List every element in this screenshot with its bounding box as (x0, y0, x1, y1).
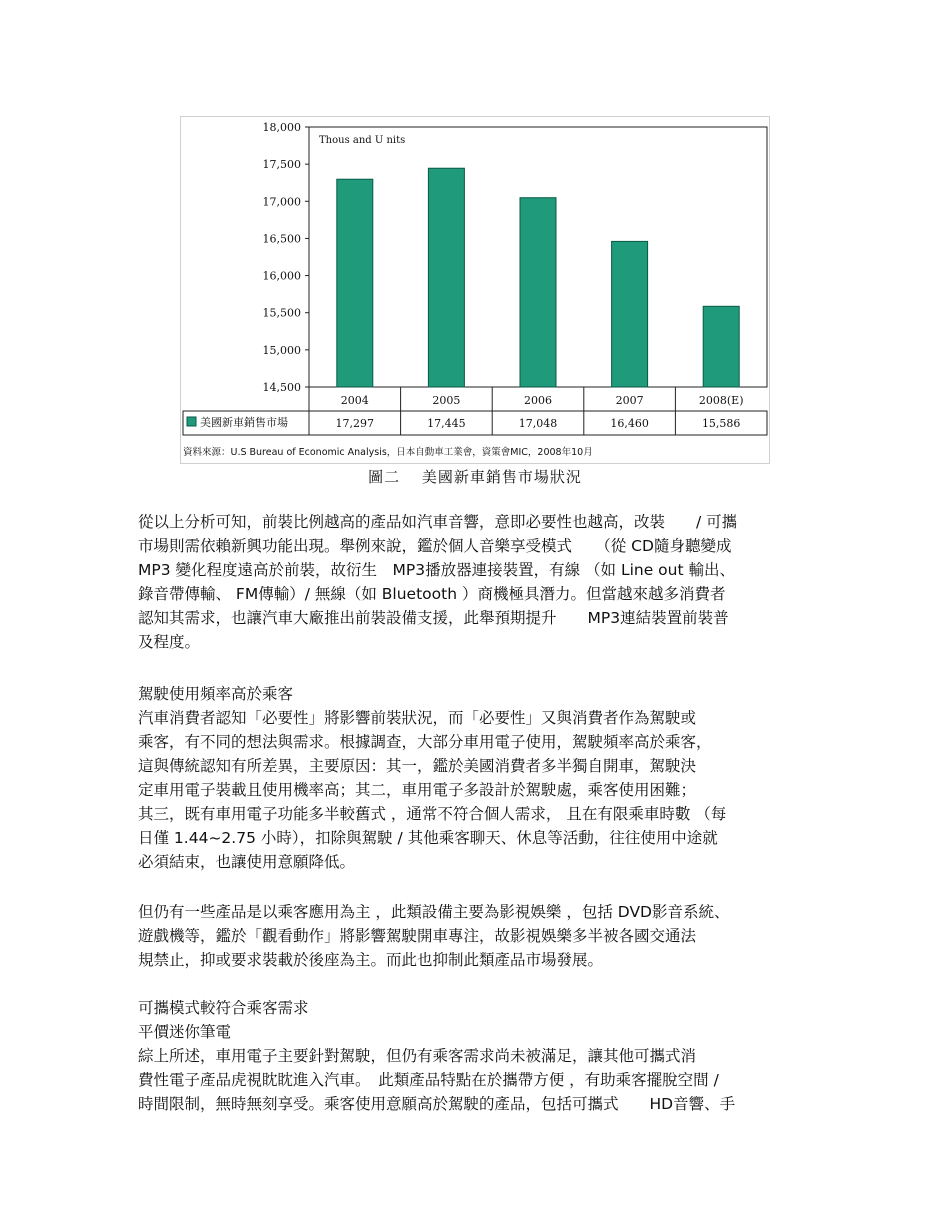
bar (612, 241, 648, 387)
text-line: 必須結束，也讓使用意願降低。 (138, 853, 356, 871)
bar (428, 168, 464, 387)
y-tick-label: 17,000 (262, 195, 301, 209)
section-heading (138, 996, 818, 1044)
text-line: 但仍有一些產品是以乘客應用為主 ，此類設備主要為影視娛樂 ，包括 DVD影音系統、 (138, 903, 730, 921)
source-note: 資料來源：U.S Bureau of Economic Analysis，日本自動車工業會，資策會MIC，2008年10月 (183, 447, 593, 458)
paragraph-4 (138, 1044, 818, 1116)
data-label: 17,445 (427, 417, 466, 430)
text-line: 定車用電子裝載且使用機率高；其二，車用電子多設計於駕駛處，乘客使用困難； (138, 781, 697, 799)
bar (520, 198, 556, 387)
text-line: 日僅 1.44~2.75 小時），扣除與駕駛 / 其他乘客聊天、休息等活動，往往使用中途就 (138, 829, 718, 847)
data-label: 16,460 (610, 417, 649, 430)
y-tick-label: 18,000 (262, 121, 301, 134)
paragraph-2 (138, 706, 818, 874)
bar (337, 179, 373, 387)
figure-caption: 圖二 美國新車銷售市場狀況 (368, 468, 582, 486)
text-line: 規禁止，抑或要求裝載於後座為主。而此也抑制此類產品市場發展。 (138, 951, 604, 969)
y-tick-label: 15,000 (262, 343, 301, 357)
text-line: 市場則需依賴新興功能出現。舉例來說，鑑於個人音樂享受模式 （從 CD隨身聽變成 (138, 537, 732, 555)
text-line: 其三，既有車用電子功能多半較舊式 ，通常不符合個人需求， 且在有限乘車時數 （每 (138, 805, 727, 823)
y-tick-label: 16,500 (262, 232, 301, 246)
y-tick-label: 17,500 (262, 158, 301, 172)
text-line: 及程度。 (138, 633, 201, 651)
text-line: 認知其需求，也讓汽車大廠推出前裝設備支援，此舉預期提升 MP3連結裝置前裝普 (138, 609, 729, 627)
text-line: 從以上分析可知，前裝比例越高的產品如汽車音響，意即必要性也越高，改裝 / 可攜 (138, 513, 738, 531)
heading-driver-usage: 駕駛使用頻率高於乘客 (138, 685, 294, 703)
category-label: 2004 (340, 394, 369, 407)
text-line: 乘客，有不同的想法與需求。根據調查，大部分車用電子使用，駕駛頻率高於乘客， (138, 733, 712, 751)
sales-chart-figure (180, 116, 770, 464)
section-heading (138, 682, 818, 706)
text-line: 遊戲機等，鑑於「觀看動作」將影響駕駛開車專注，故影視娛樂多半被各國交通法 (138, 927, 697, 945)
legend-label: 美國新車銷售市場 (200, 416, 288, 429)
y-tick-label: 16,000 (262, 269, 301, 283)
category-label: 2006 (524, 394, 552, 407)
data-label: 15,586 (701, 417, 741, 430)
paragraph-3 (138, 900, 818, 972)
text-line: 費性電子產品虎視眈眈進入汽車。 此類產品特點在於攜帶方便 ，有助乘客擺脫空間 / (138, 1071, 719, 1089)
y-tick-label: 15,500 (262, 306, 301, 320)
legend-swatch (187, 417, 196, 426)
heading-portable-mode: 可攜模式較符合乘客需求 (138, 999, 309, 1017)
text-line: 綜上所述，車用電子主要針對駕駛，但仍有乘客需求尚未被滿足，讓其他可攜式消 (138, 1047, 697, 1065)
text-line: 這與傳統認知有所差異，主要原因：其一，鑑於美國消費者多半獨自開車，駕駛決 (138, 757, 697, 775)
category-label: 2008(E) (698, 394, 744, 407)
y-tick-label: 14,500 (262, 381, 301, 394)
text-line: 錄音帶傳輸、 FM傳輸）/ 無線（如 Bluetooth ）商機極具潛力。但當越來越多消費者 (138, 585, 726, 603)
text-line: 時間限制，無時無刻享受。乘客使用意願高於駕駛的產品，包括可攜式 HD音響、手 (138, 1095, 736, 1113)
bar-chart (181, 117, 769, 463)
text-line: MP3 變化程度遠高於前裝，故衍生 MP3播放器連接裝置，有線 （如 Line out 輸出、 (138, 561, 735, 579)
category-label: 2007 (615, 394, 644, 407)
heading-netbook: 平價迷你筆電 (138, 1023, 232, 1041)
category-label: 2005 (432, 394, 461, 407)
unit-label: Thous and U nits (319, 135, 406, 146)
bar (703, 306, 739, 387)
data-label: 17,297 (335, 417, 375, 430)
text-line: 汽車消費者認知「必要性」將影響前裝狀況，而「必要性」又與消費者作為駕駛或 (138, 709, 697, 727)
data-label: 17,048 (518, 417, 558, 430)
paragraph-1 (138, 510, 818, 654)
